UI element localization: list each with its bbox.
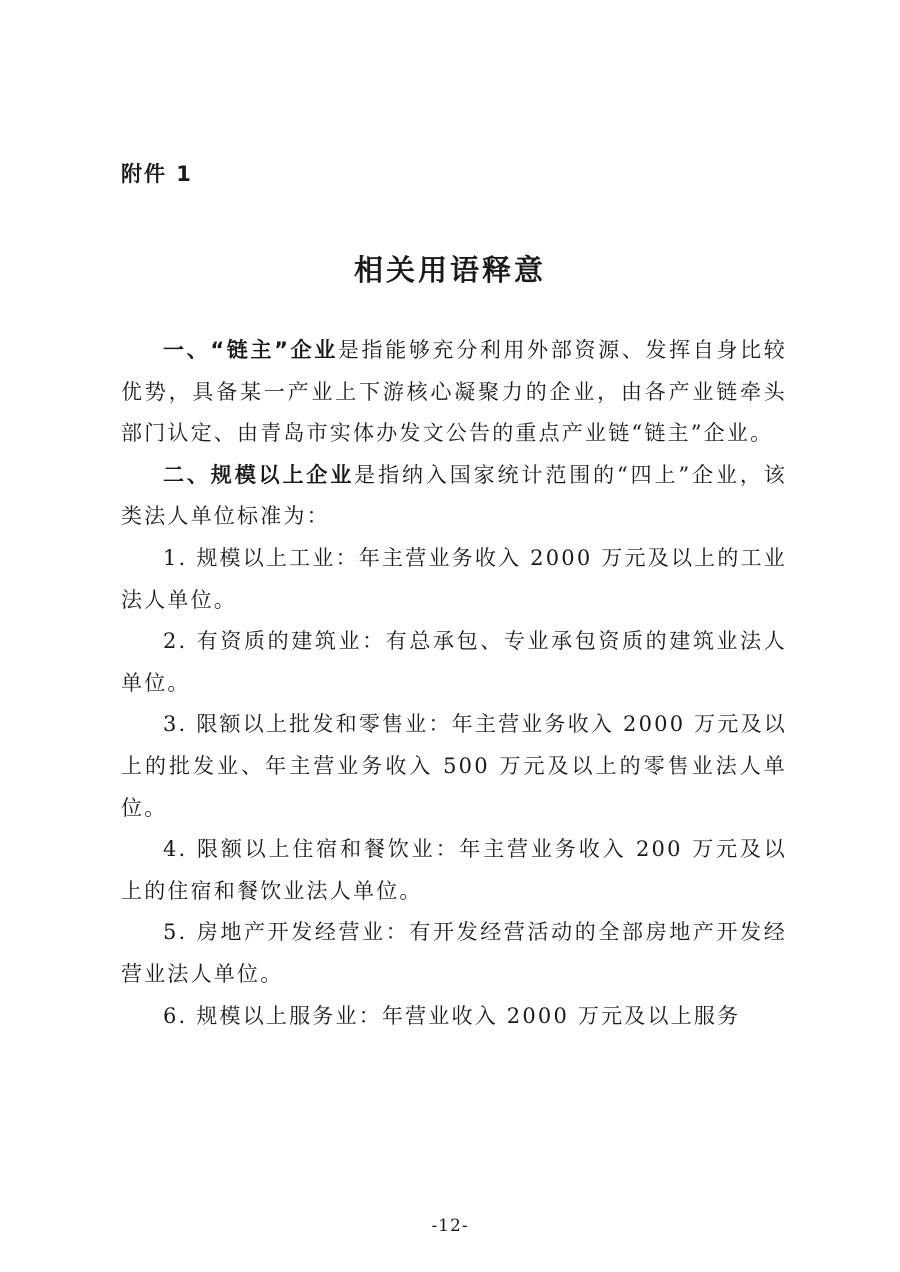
page-number: -12- [431, 1216, 469, 1236]
term-above-scale: 二、规模以上企业 [163, 462, 355, 487]
term-chain-leader: 一、“链主”企业 [163, 338, 338, 362]
list-item-services: 6. 规模以上服务业：年营业收入 2000 万元及以上服务 [163, 1003, 741, 1028]
list-item-construction: 2. 有资质的建筑业：有总承包、专业承包资质的建筑业法人单位。 [121, 629, 787, 695]
document-title: 相关用语释意 [353, 253, 546, 287]
attachment-label: 附件 1 [121, 162, 193, 186]
paragraph-above-scale [121, 455, 787, 538]
paragraph-chain-leader [121, 330, 787, 455]
list-item-wholesale-retail: 3. 限额以上批发和零售业：年主营业务收入 2000 万元及以上的批发业、年主营业务收入 500 万元及以上的零售业法人单位。 [121, 712, 787, 820]
paragraph-text: 是指纳入国家统计范围的“四上”企业，该类法人单位标准为： [121, 462, 787, 529]
list-item-accommodation-catering: 4. 限额以上住宿和餐饮业：年主营业务收入 200 万元及以上的住宿和餐饮业法人单位。 [121, 837, 787, 903]
list-item-real-estate: 5. 房地产开发经营业：有开发经营活动的全部房地产开发经营业法人单位。 [121, 920, 787, 986]
list-item-industry: 1. 规模以上工业：年主营业务收入 2000 万元及以上的工业法人单位。 [121, 545, 787, 612]
paragraph-text: 是指能够充分利用外部资源、发挥自身比较优势，具备某一产业上下游核心凝聚力的企业，由各产业链牵头部门认定、由青岛市实体办发文公告的重点产业链“链主”企业。 [121, 338, 787, 446]
document-body [121, 330, 787, 1037]
